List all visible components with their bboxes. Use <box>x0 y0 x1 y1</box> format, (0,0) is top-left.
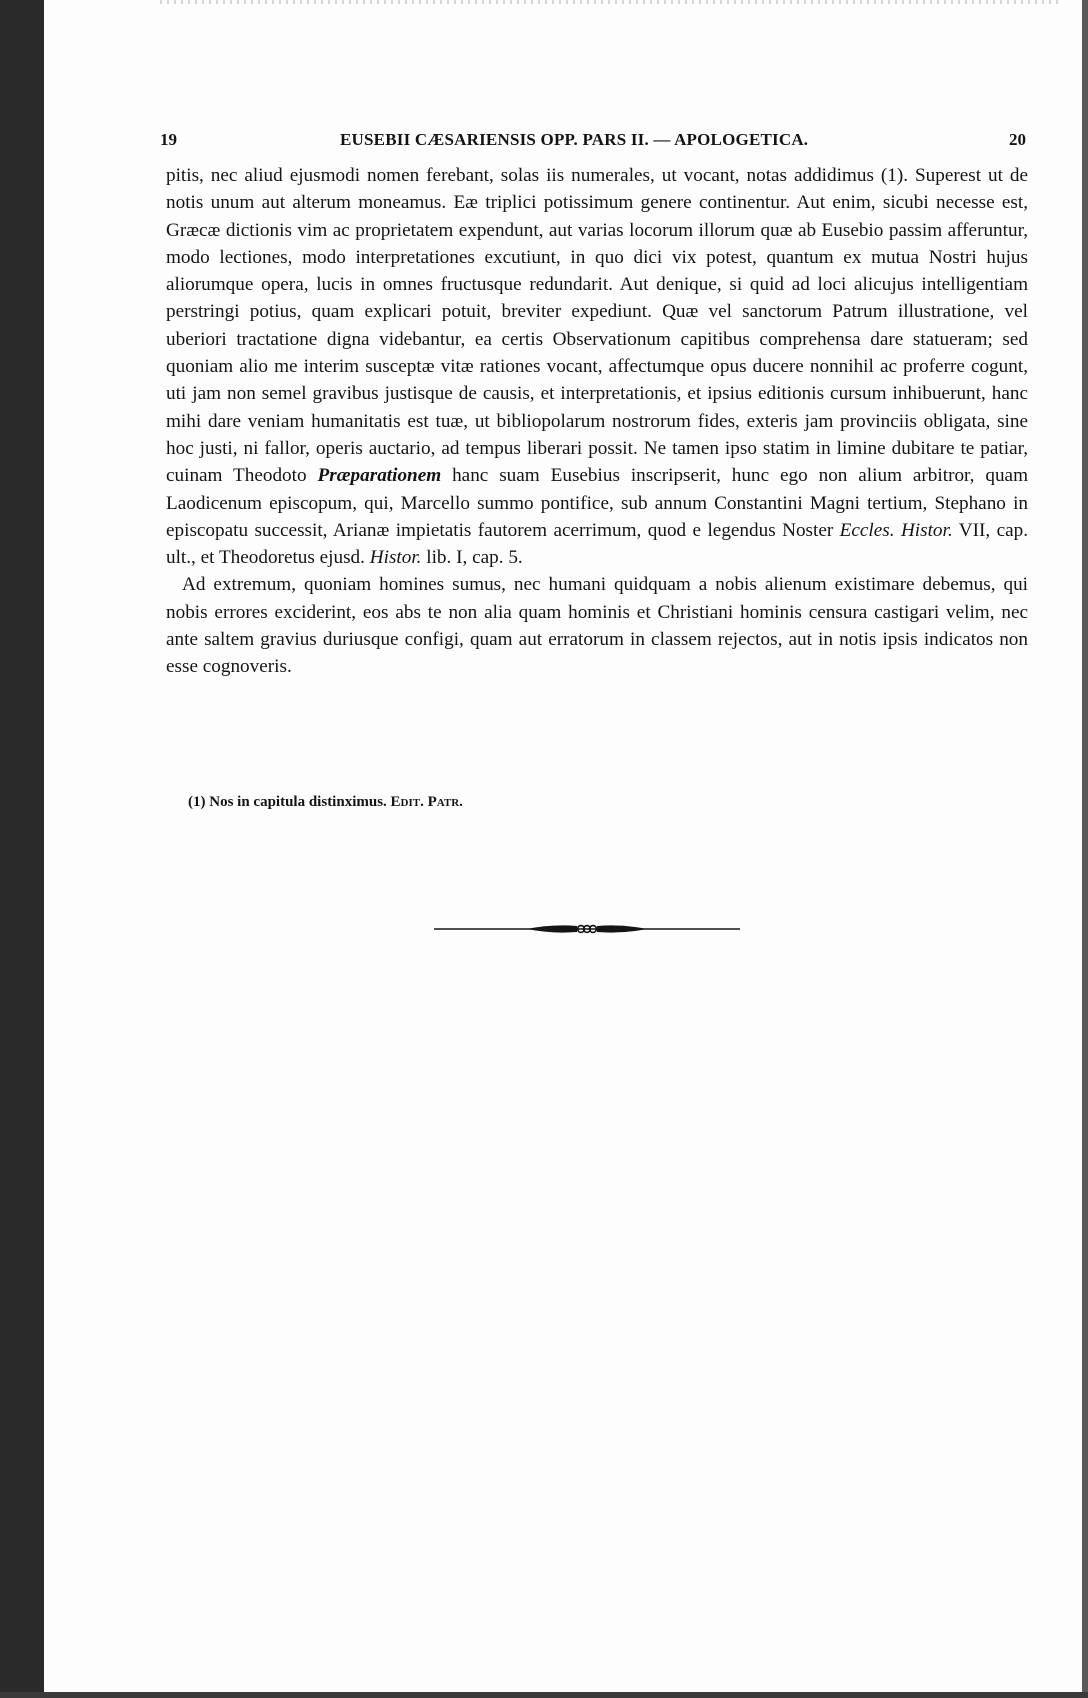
paragraph-1 <box>166 162 1028 571</box>
scan-top-noise <box>160 0 1060 4</box>
footnote-signature: Edit. Patr. <box>390 794 463 810</box>
ornamental-rule <box>432 918 742 940</box>
running-title: EUSEBII CÆSARIENSIS OPP. PARS II. — APOLOGETICA. <box>340 130 809 149</box>
footnote <box>188 792 988 812</box>
scan-left-border <box>0 0 44 1698</box>
paragraph-1-text-4: lib. I, cap. 5. <box>421 547 523 569</box>
folio-left: 19 <box>160 130 177 149</box>
scan-right-border <box>1082 0 1088 1698</box>
paragraph-1-italic-3: Histor. <box>369 547 422 569</box>
paragraph-1-italic-1: Præparationem <box>317 465 442 487</box>
paragraph-1-text-2: hanc suam Eusebius inscripserit, hunc ego non alium arbitror, quam Laodicenum episcopum, qui, Marcello summo pontifice, sub annum Constantini Magni tertium, Stephano in episcopatu successit, Arianæ impietatis fautorem acerrimum, quod e legendus Noster <box>166 465 1029 541</box>
footnote-text: (1) Nos in capitula distinximus. <box>188 794 391 810</box>
folio-right: 20 <box>1009 130 1026 149</box>
paragraph-1-text-3: VII, cap. ult., et Theodoretus ejusd. <box>166 519 1029 569</box>
paragraph-1-italic-2: Eccles. Histor. <box>839 519 953 541</box>
body-text <box>166 162 1028 681</box>
rule-swell-left <box>527 925 577 932</box>
page-header <box>160 130 1028 156</box>
rule-swell-right <box>597 925 647 932</box>
paragraph-2: Ad extremum, quoniam homines sumus, nec humani quidquam a nobis alienum existimare debemus, qui nobis errores exciderint, eos abs te non alia quam hominis et Christiani hominis censura castigari velim, nec ante saltem gravius duriusque configi, quam aut erratorum in classem rejectos, aut in notis ipsis indicatos non esse cognoveris. <box>166 574 1028 678</box>
paragraph-1-text-1: pitis, nec aliud ejusmodi nomen ferebant, solas iis numerales, ut vocant, notas addidimus (1). Superest ut de notis unum aut alterum moneamus. Eæ triplici potissimum genere continentur. Aut enim, sicubi necesse est, Græcæ dictionis vim ac proprietatem expendunt, aut varias locorum illorum quæ ab Eusebio passim afferuntur, modo lectiones, modo interpretationes excutiunt, in quo dici vix potest, quantum ex mutua Nostri hujus aliorumque opera, lucis in omnes fructusque redundarit. Aut denique, si quid ad loci alicujus intelligentiam perstringi potius, quam explicari potuit, breviter expediunt. Quæ vel sanctorum Patrum illustratione, vel uberiori tractatione digna videbantur, ea certis Observationum capitibus comprehensa dare statueram; sed quoniam alio me interim susceptæ vitæ rationes vocant, affectumque opus ducere nonnihil ac proferre cogunt, uti jam non semel gravibus justisque de causis, et interpretationis, et ipsius editionis cursum inhibuerunt, hanc mihi dare veniam humanitatis est tuæ, ut bibliopolarum nostrorum fides, exteris jam provinciis obligata, sine hoc justi, ni fallor, operis auctario, ad tempus liberari possit. Ne tamen ipso statim in limine dubitare te patiar, cuinam Theodoto <box>166 165 1028 487</box>
scan-bottom-border <box>0 1692 1088 1698</box>
